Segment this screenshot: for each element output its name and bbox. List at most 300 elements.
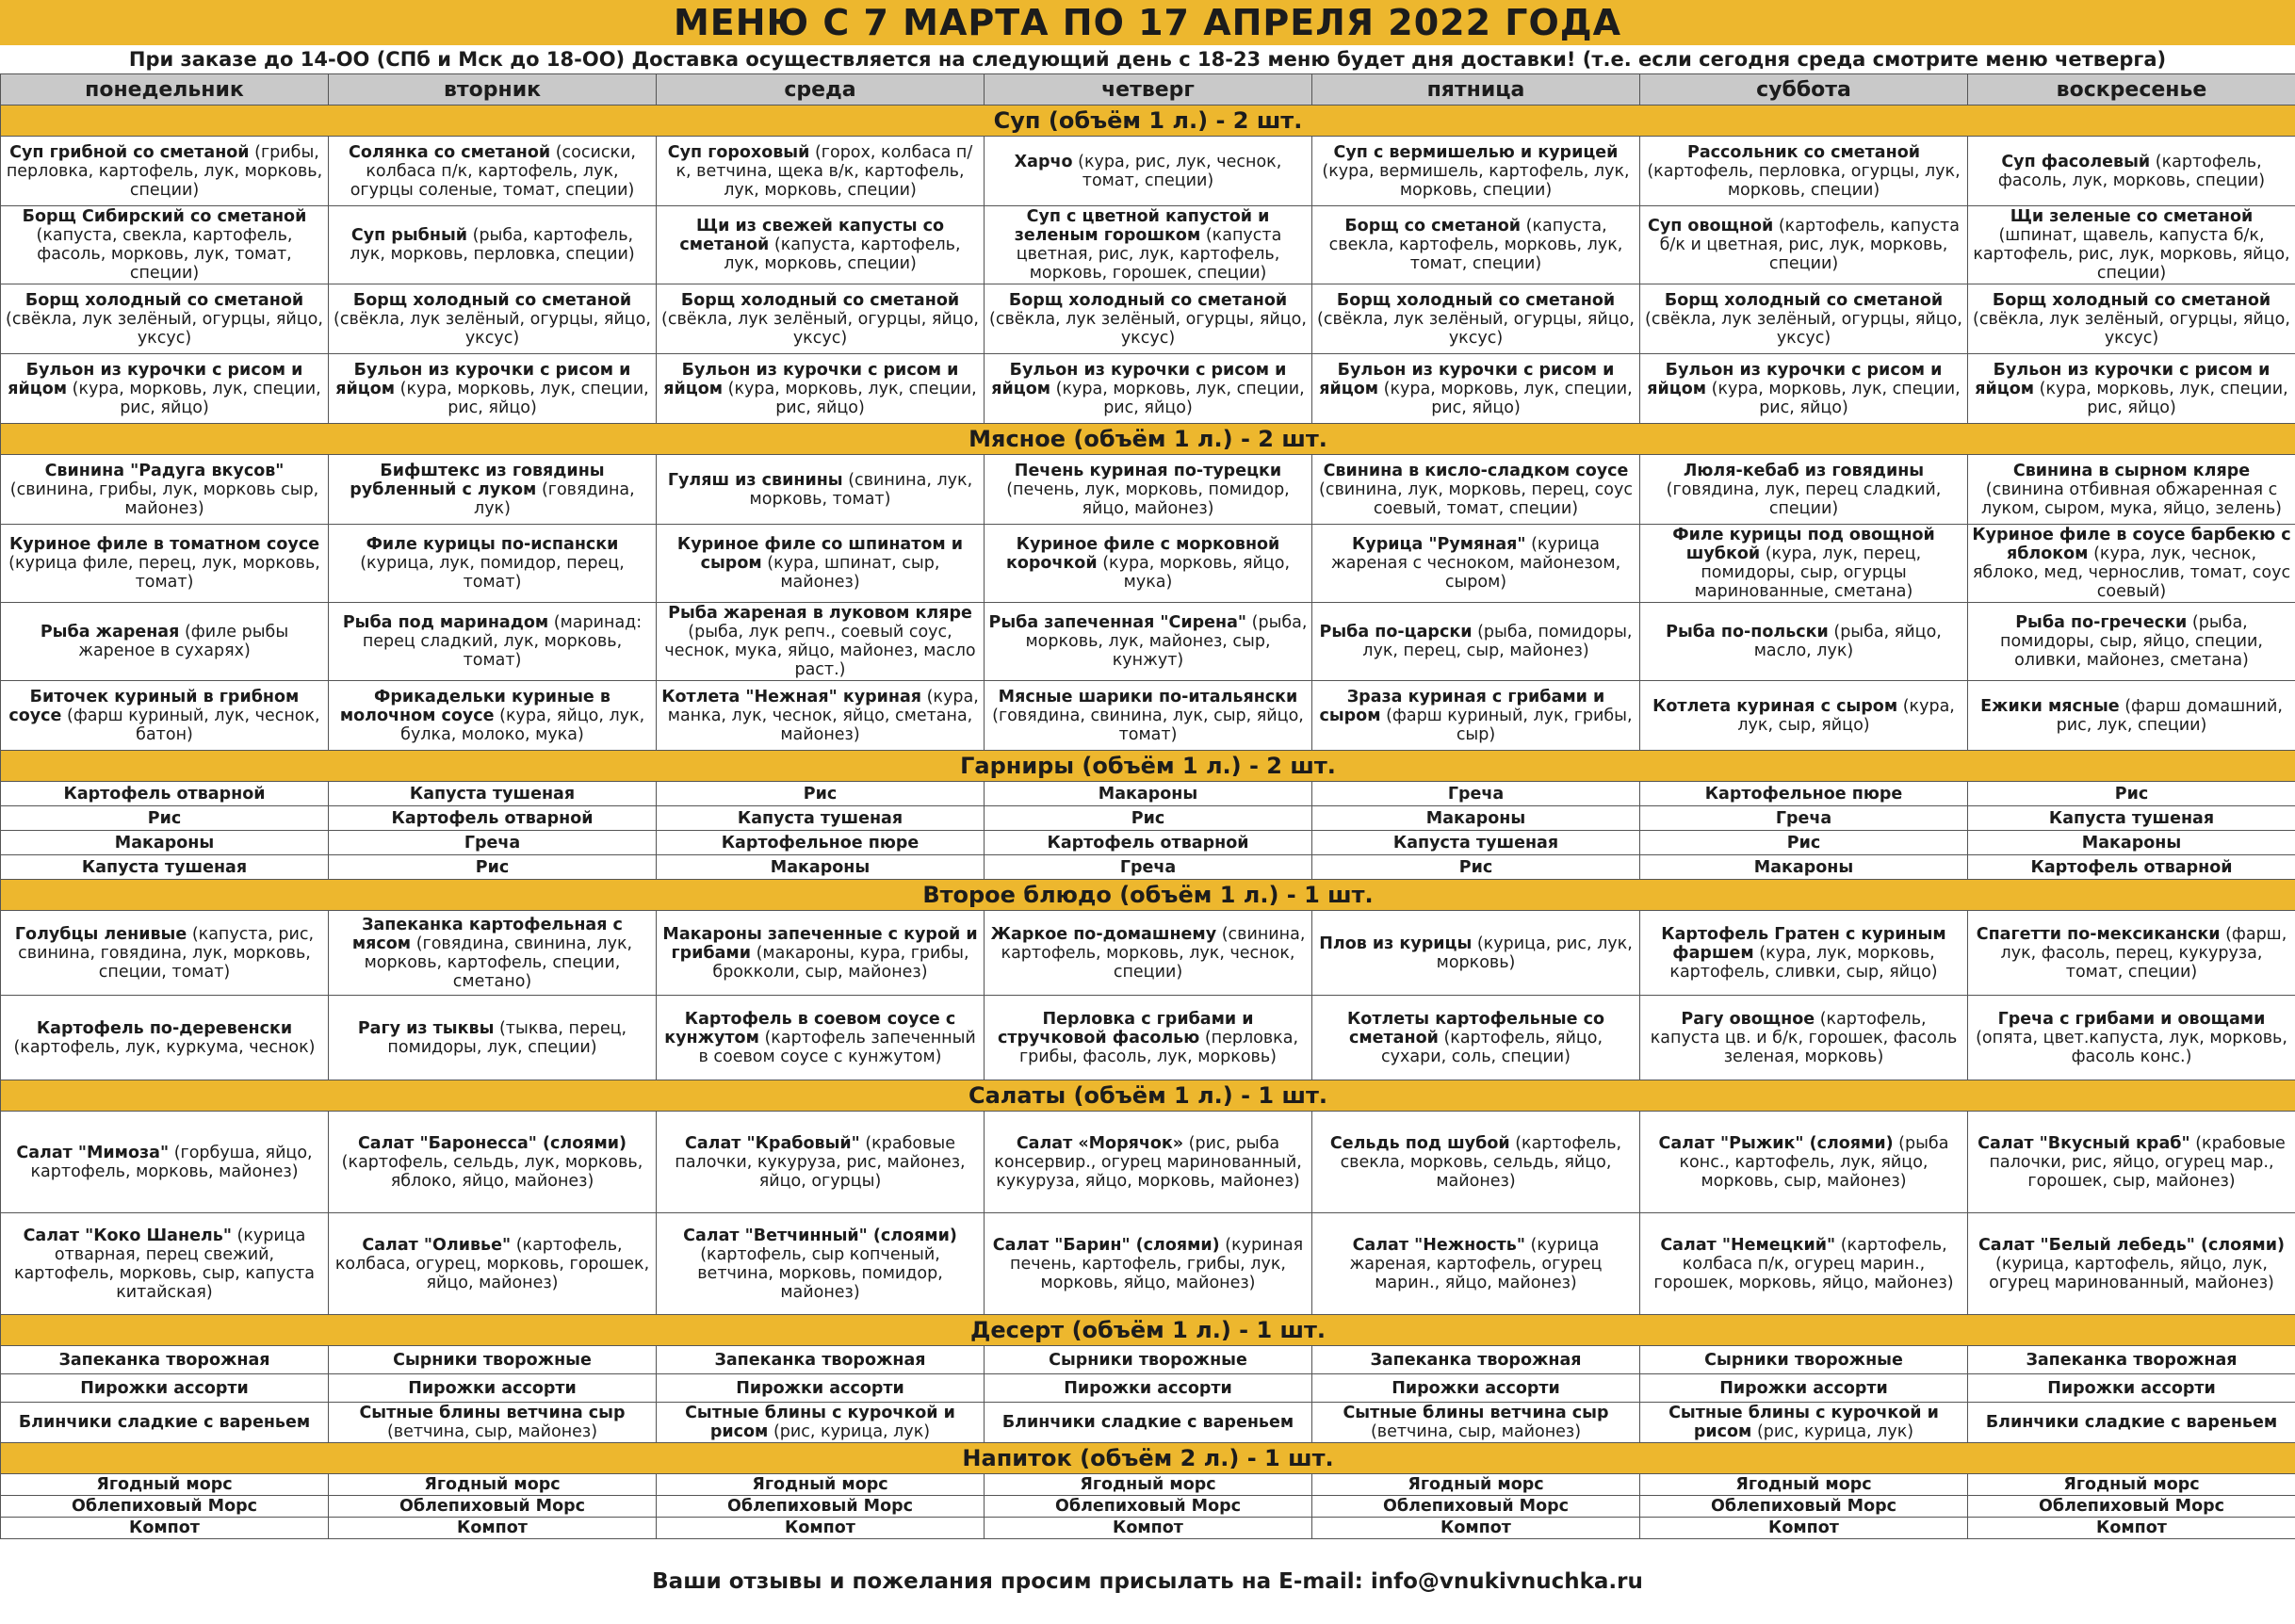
dish-ingredients: (рис, рыба консервир., огурец маринованный, кукуруза, яйцо, морковь, майонез) <box>994 1133 1302 1191</box>
dish-cell <box>1640 1112 1968 1213</box>
dish-ingredients: (капуста, свекла, картофель, морковь, лук, томат, специи) <box>1328 217 1623 273</box>
dish-cell <box>1968 782 2295 806</box>
dish-name: Облепиховый Морс <box>399 1497 586 1516</box>
dish-cell <box>329 911 657 996</box>
dish-cell <box>1312 137 1640 206</box>
dish-name: Пирожки ассорти <box>1064 1378 1232 1398</box>
dish-name: Суп гороховый <box>667 142 810 162</box>
dish-cell <box>1968 1474 2295 1496</box>
dish-name: Салат "Немецкий" <box>1660 1235 1836 1255</box>
dish-ingredients: (рыба конс., картофель, лук, яйцо, морковь, сыр, майонез) <box>1679 1133 1949 1191</box>
dish-cell <box>985 996 1312 1080</box>
dish-ingredients: (свинина, грибы, лук, морковь сыр, майонез) <box>9 479 319 518</box>
dish-row <box>1 1403 2295 1443</box>
dish-name: Облепиховый Морс <box>1054 1497 1242 1516</box>
dish-row <box>1 996 2295 1080</box>
dish-row <box>1 1496 2295 1518</box>
dish-ingredients: (картофель, сыр копченый, ветчина, морковь, помидор, майонез) <box>697 1244 943 1302</box>
dish-name: Ягодный морс <box>752 1475 888 1494</box>
dish-cell <box>1 1213 329 1315</box>
dish-name: Плов из курицы <box>1319 934 1473 953</box>
dish-ingredients: (свёкла, лук зелёный, огурцы, яйцо, уксус) <box>6 309 323 348</box>
dish-ingredients: (курица жареная с чесноком, майонезом, сыром) <box>1330 535 1621 592</box>
dish-ingredients: (картофель, яйцо, сухари, соль, специи) <box>1381 1028 1603 1066</box>
dish-ingredients: (кура, морковь, лук, специи, рис, яйцо) <box>1383 379 1633 417</box>
section-header-row <box>1 751 2295 782</box>
dish-ingredients: (кура, шпинат, сыр, майонез) <box>767 554 940 592</box>
dish-ingredients: (курица отварная, перец свежий, картофель, морковь, сыр, капуста китайская) <box>13 1226 315 1302</box>
dish-row <box>1 1346 2295 1374</box>
dish-ingredients: (картофель, капуста б/к и цветная, рис, лук, морковь, специи) <box>1659 217 1960 273</box>
dish-cell <box>1640 996 1968 1080</box>
dish-row <box>1 806 2295 831</box>
dish-cell <box>329 137 657 206</box>
dish-name: Котлета куриная с сыром <box>1652 696 1898 716</box>
dish-name: Бульон из курочки с рисом и яйцом <box>1647 360 1943 398</box>
dish-name: Салат «Морячок» <box>1016 1133 1184 1153</box>
dish-name: Борщ холодный со сметаной <box>1664 290 1944 310</box>
dish-ingredients: (рис, курица, лук) <box>773 1422 931 1441</box>
dish-cell <box>1968 806 2295 831</box>
section-title: Десерт (объём 1 л.) - 1 шт. <box>1 1315 2295 1346</box>
dish-name: Запеканка творожная <box>714 1350 926 1370</box>
dish-cell <box>1968 996 2295 1080</box>
dish-ingredients: (кура, морковь, лук, специи, рис, яйцо) <box>1055 379 1305 417</box>
dish-cell <box>985 455 1312 525</box>
dish-name: Щи зеленые со сметаной <box>2010 207 2254 226</box>
dish-cell <box>657 1518 985 1539</box>
dish-row <box>1 1213 2295 1315</box>
weekday-header: понедельник <box>1 74 329 106</box>
dish-cell <box>1968 1112 2295 1213</box>
dish-name: Запеканка творожная <box>2026 1350 2238 1370</box>
dish-cell <box>1312 681 1640 751</box>
dish-ingredients: (свёкла, лук зелёный, огурцы, яйцо, уксус) <box>1317 309 1635 348</box>
dish-cell <box>1640 911 1968 996</box>
dish-name: Рыба жареная в луковом кляре <box>668 604 972 623</box>
dish-cell <box>1640 806 1968 831</box>
dish-cell <box>1640 137 1968 206</box>
dish-cell <box>1968 137 2295 206</box>
dish-ingredients: (картофель, колбаса, огурец, морковь, горошек, яйцо, майонез) <box>334 1235 650 1292</box>
dish-cell <box>1968 455 2295 525</box>
dish-cell <box>985 603 1312 681</box>
dish-name: Рыба по-царски <box>1319 623 1473 641</box>
section-title: Мясное (объём 1 л.) - 2 шт. <box>1 424 2295 455</box>
dish-row <box>1 284 2295 354</box>
dish-name: Рыба по-гречески <box>2015 613 2188 632</box>
dish-cell <box>329 1403 657 1443</box>
dish-cell <box>1312 284 1640 354</box>
dish-name: Ежики мясные <box>1980 696 2120 716</box>
dish-name: Фрикадельки куриные в молочном соусе <box>339 687 610 725</box>
dish-cell <box>1 525 329 603</box>
dish-cell <box>1968 911 2295 996</box>
dish-cell <box>985 1474 1312 1496</box>
dish-name: Картофель отварной <box>391 808 594 828</box>
dish-name: Солянка со сметаной <box>348 142 551 162</box>
dish-name: Салат "Оливье" <box>362 1235 512 1255</box>
dish-ingredients: (курица филе, перец, лук, морковь, томат) <box>8 554 320 592</box>
dish-cell <box>329 855 657 880</box>
dish-cell <box>329 1374 657 1403</box>
dish-name: Жаркое по-домашнему <box>990 924 1217 944</box>
dish-name: Салат "Коко Шанель" <box>23 1226 232 1245</box>
dish-name: Макароны <box>2081 833 2182 853</box>
dish-row <box>1 782 2295 806</box>
dish-cell <box>1640 1403 1968 1443</box>
dish-cell <box>985 1213 1312 1315</box>
dish-cell <box>657 911 985 996</box>
dish-name: Борщ со сметаной <box>1344 217 1522 235</box>
dish-name: Борщ холодный со сметаной <box>24 290 304 310</box>
section-header-row <box>1 1315 2295 1346</box>
dish-name: Макароны <box>1425 808 1526 828</box>
dish-cell <box>657 681 985 751</box>
dish-name: Блинчики сладкие с вареньем <box>1001 1413 1294 1432</box>
dish-name: Куриное филе с морковной корочкой <box>1005 535 1280 573</box>
dish-name: Пирожки ассорти <box>1392 1378 1560 1398</box>
weekday-header: суббота <box>1640 74 1968 106</box>
dish-name: Рыба жареная <box>40 623 180 641</box>
dish-cell <box>329 831 657 855</box>
dish-name: Суп с цветной капустой и зеленым горошком <box>1014 207 1270 245</box>
dish-cell <box>657 1403 985 1443</box>
dish-name: Борщ холодный со сметаной <box>1992 290 2271 310</box>
dish-cell <box>329 1496 657 1518</box>
dish-cell <box>1968 1518 2295 1539</box>
dish-cell <box>1 782 329 806</box>
dish-ingredients: (кура, яйцо, лук, булка, молоко, мука) <box>400 706 645 744</box>
dish-row <box>1 1112 2295 1213</box>
dish-name: Салат "Белый лебедь" (слоями) <box>1978 1235 2286 1255</box>
dish-name: Суп овощной <box>1648 217 1774 235</box>
dish-cell <box>1640 1518 1968 1539</box>
menu-table <box>0 73 2295 1539</box>
dish-cell <box>985 911 1312 996</box>
dish-ingredients: (фарш домашний, рис, лук, специи) <box>2056 696 2283 735</box>
dish-name: Греча <box>1775 808 1832 828</box>
dish-name: Греча с грибами и овощами <box>1997 1009 2266 1029</box>
dish-name: Ягодный морс <box>1735 1475 1872 1494</box>
dish-name: Бульон из курочки с рисом и яйцом <box>663 360 959 398</box>
dish-name: Сырники творожные <box>393 1350 592 1370</box>
dish-ingredients: (свинина отбивная обжаренная с луком, сыром, мука, яйцо, зелень) <box>1981 479 2282 518</box>
delivery-note: При заказе до 14-ОО (СПб и Мск до 18-ОО) Доставка осуществляется на следующий день с 18-23 меню будет дня доставки! (т.е. если сегодня среда смотрите меню четверга) <box>128 48 2167 71</box>
dish-cell <box>657 455 985 525</box>
dish-ingredients: (кура, морковь, лук, специи, рис, яйцо) <box>1711 379 1961 417</box>
dish-name: Пирожки ассорти <box>1719 1378 1888 1398</box>
dish-name: Пирожки ассорти <box>408 1378 577 1398</box>
dish-name: Салат "Нежность" <box>1352 1235 1525 1255</box>
dish-cell <box>985 137 1312 206</box>
dish-name: Капуста тушеная <box>2048 808 2215 828</box>
dish-name: Капуста тушеная <box>1392 833 1559 853</box>
dish-cell <box>1 996 329 1080</box>
dish-name: Рыба запеченная "Сирена" <box>988 613 1247 632</box>
dish-cell <box>1 354 329 424</box>
dish-name: Суп рыбный <box>350 226 468 245</box>
dish-cell <box>657 1213 985 1315</box>
dish-name: Суп с вермишелью и курицей <box>1333 142 1619 162</box>
section-title: Гарниры (объём 1 л.) - 2 шт. <box>1 751 2295 782</box>
dish-ingredients: (рыба, помидоры, сыр, яйцо, специи, оливки, майонез, сметана) <box>2000 613 2263 670</box>
dish-cell <box>1640 831 1968 855</box>
section-title: Салаты (объём 1 л.) - 1 шт. <box>1 1080 2295 1112</box>
dish-ingredients: (рыба, картофель, лук, морковь, перловка, специи) <box>350 226 635 264</box>
dish-ingredients: (горбуша, яйцо, картофель, морковь, майонез) <box>30 1143 313 1181</box>
dish-cell <box>329 1346 657 1374</box>
dish-row <box>1 681 2295 751</box>
dish-cell <box>1 855 329 880</box>
dish-ingredients: (тыква, перец, помидоры, лук, специи) <box>387 1018 627 1057</box>
dish-cell <box>657 354 985 424</box>
dish-name: Сырники творожные <box>1704 1350 1903 1370</box>
dish-cell <box>1968 206 2295 284</box>
section-header-row <box>1 1080 2295 1112</box>
dish-ingredients: (кура, лук, перец, помидоры, сыр, огурцы маринованные, сметана) <box>1694 544 1922 601</box>
dish-row <box>1 455 2295 525</box>
dish-name: Рис <box>803 784 838 804</box>
dish-name: Картофель отварной <box>1047 833 1249 853</box>
dish-cell <box>1312 1518 1640 1539</box>
dish-ingredients: (горох, колбаса п/к, ветчина, щека в/к, картофель, лук, морковь, специи) <box>675 142 973 200</box>
dish-row <box>1 354 2295 424</box>
dish-ingredients: (курица жареная, картофель, огурец марин., яйцо, майонез) <box>1349 1235 1603 1292</box>
dish-name: Ягодный морс <box>424 1475 561 1494</box>
dish-ingredients: (картофель, перловка, огурцы, лук, морковь, специи) <box>1647 161 1961 200</box>
dish-ingredients: (курица, лук, помидор, перец, томат) <box>360 554 625 592</box>
dish-cell <box>985 806 1312 831</box>
dish-ingredients: (ветчина, сыр, майонез) <box>1370 1422 1582 1441</box>
dish-ingredients: (фарш куриный, лук, чеснок, батон) <box>67 706 320 744</box>
dish-cell <box>1 455 329 525</box>
dish-name: Перловка с грибами и стручковой фасолью <box>997 1009 1254 1047</box>
dish-ingredients: (крабовые палочки, рис, яйцо, огурец мар., горошек, сыр, майонез) <box>1989 1133 2286 1191</box>
dish-name: Запеканка картофельная с мясом <box>351 915 623 953</box>
dish-name: Рассольник со сметаной <box>1687 142 1920 162</box>
dish-ingredients: (кура, лук, чеснок, яблоко, мед, чернослив, томат, соус соевый) <box>1972 544 2291 601</box>
dish-cell <box>1640 1474 1968 1496</box>
dish-name: Макароны запеченные с курой и грибами <box>662 924 978 963</box>
dish-cell <box>329 1213 657 1315</box>
dish-cell <box>985 206 1312 284</box>
dish-ingredients: (картофель, свекла, морковь, сельдь, яйцо, майонез) <box>1340 1133 1622 1191</box>
dish-name: Борщ холодный со сметаной <box>680 290 960 310</box>
dish-cell <box>329 206 657 284</box>
section-header-row <box>1 1443 2295 1474</box>
dish-name: Сельдь под шубой <box>1329 1133 1510 1153</box>
dish-cell <box>657 603 985 681</box>
dish-name: Компот <box>1440 1518 1511 1537</box>
dish-cell <box>1640 1346 1968 1374</box>
dish-cell <box>329 603 657 681</box>
dish-cell <box>985 1403 1312 1443</box>
dish-name: Рис <box>1458 857 1493 877</box>
dish-name: Запеканка творожная <box>1370 1350 1582 1370</box>
dish-ingredients: (рыба, яйцо, масло, лук) <box>1753 623 1942 660</box>
dish-ingredients: (рыба, морковь, лук, майонез, сыр, кунжут) <box>1025 613 1308 670</box>
dish-name: Щи из свежей капусты со сметаной <box>679 217 945 254</box>
dish-ingredients: (куриная печень, картофель, грибы, лук, морковь, яйцо, майонез) <box>1010 1235 1304 1292</box>
dish-cell <box>1640 206 1968 284</box>
dish-cell <box>985 782 1312 806</box>
dish-name: Борщ холодный со сметаной <box>1008 290 1288 310</box>
dish-ingredients: (кура, лук, морковь, картофель, сливки, сыр, яйцо) <box>1669 943 1938 982</box>
dish-cell <box>1 1474 329 1496</box>
dish-cell <box>1640 1374 1968 1403</box>
dish-cell <box>329 782 657 806</box>
dish-name: Ягодный морс <box>1408 1475 1544 1494</box>
dish-cell <box>1312 1474 1640 1496</box>
dish-name: Рис <box>2114 784 2149 804</box>
dish-name: Люля-кебаб из говядины <box>1683 461 1925 480</box>
dish-name: Картофель отварной <box>63 784 266 804</box>
dish-ingredients: (кура, рис, лук, чеснок, томат, специи) <box>1078 152 1282 190</box>
dish-name: Харчо <box>1014 152 1073 171</box>
dish-name: Куриное филе со шпинатом и сыром <box>676 535 964 573</box>
dish-ingredients: (кура, морковь, яйцо, мука) <box>1102 554 1291 592</box>
dish-cell <box>657 855 985 880</box>
dish-cell <box>1968 681 2295 751</box>
dish-name: Компот <box>785 1518 855 1537</box>
dish-name: Курица "Румяная" <box>1352 535 1526 554</box>
dish-cell <box>1312 806 1640 831</box>
dish-cell <box>1968 1346 2295 1374</box>
dish-name: Облепиховый Морс <box>71 1497 258 1516</box>
dish-name: Ягодный морс <box>2063 1475 2200 1494</box>
dish-cell <box>1968 1496 2295 1518</box>
dish-cell <box>329 806 657 831</box>
dish-cell <box>1640 782 1968 806</box>
dish-name: Свинина "Радуга вкусов" <box>44 461 285 480</box>
dish-name: Борщ холодный со сметаной <box>1336 290 1616 310</box>
dish-name: Облепиховый Морс <box>2038 1497 2225 1516</box>
dish-cell <box>1968 831 2295 855</box>
dish-name: Салат "Ветчинный" (слоями) <box>683 1226 957 1245</box>
dish-cell <box>1312 911 1640 996</box>
dish-cell <box>657 284 985 354</box>
dish-ingredients: (курица, картофель, яйцо, лук, огурец маринованный, майонез) <box>1989 1254 2274 1292</box>
dish-cell <box>1 1346 329 1374</box>
dish-ingredients: (ветчина, сыр, майонез) <box>386 1422 598 1441</box>
dish-row <box>1 525 2295 603</box>
dish-name: Ягодный морс <box>96 1475 233 1494</box>
dish-name: Капуста тушеная <box>737 808 903 828</box>
dish-name: Бульон из курочки с рисом и яйцом <box>335 360 631 398</box>
weekday-header: воскресенье <box>1968 74 2295 106</box>
dish-name: Греча <box>1447 784 1505 804</box>
weekday-header: вторник <box>329 74 657 106</box>
dish-cell <box>657 1346 985 1374</box>
dish-cell <box>329 525 657 603</box>
dish-name: Рагу из тыквы <box>357 1018 495 1038</box>
dish-name: Мясные шарики по-итальянски <box>998 687 1298 706</box>
dish-name: Борщ холодный со сметаной <box>352 290 632 310</box>
dish-cell <box>1968 284 2295 354</box>
dish-name: Макароны <box>114 833 215 853</box>
dish-cell <box>1640 284 1968 354</box>
dish-ingredients: (свинина, лук, морковь, томат) <box>749 470 973 509</box>
dish-cell <box>1312 996 1640 1080</box>
dish-name: Бифштекс из говядины рубленный с луком <box>350 461 605 499</box>
dish-cell <box>1968 855 2295 880</box>
dish-name: Картофельное пюре <box>721 833 920 853</box>
dish-ingredients: (перловка, грибы, фасоль, лук, морковь) <box>1018 1028 1299 1066</box>
section-title: Суп (объём 1 л.) - 2 шт. <box>1 106 2295 137</box>
dish-cell <box>657 525 985 603</box>
dish-cell <box>1 1496 329 1518</box>
dish-name: Облепиховый Морс <box>726 1497 914 1516</box>
dish-name: Котлета "Нежная" куриная <box>661 687 922 706</box>
dish-name: Пирожки ассорти <box>736 1378 904 1398</box>
dish-name: Бульон из курочки с рисом и яйцом <box>1319 360 1615 398</box>
dish-name: Картофельное пюре <box>1704 784 1903 804</box>
dish-name: Голубцы ленивые <box>14 924 187 944</box>
dish-ingredients: (картофель, колбаса п/к, огурец марин., горошек, морковь, яйцо, майонез) <box>1653 1235 1954 1292</box>
dish-cell <box>657 782 985 806</box>
dish-cell <box>1640 525 1968 603</box>
dish-ingredients: (говядина, свинина, лук, сыр, яйцо, томат) <box>992 706 1304 744</box>
dish-ingredients: (филе рыбы жареное в сухарях) <box>78 623 289 660</box>
dish-ingredients: (капуста, рис, свинина, говядина, лук, морковь, специи, томат) <box>18 924 315 982</box>
dish-cell <box>1 911 329 996</box>
dish-cell <box>1312 782 1640 806</box>
dish-cell <box>1 831 329 855</box>
dish-ingredients: (картофель, лук, куркума, чеснок) <box>13 1037 316 1057</box>
dish-cell <box>985 1374 1312 1403</box>
dish-ingredients: (кура, морковь, лук, специи, рис, яйцо) <box>2039 379 2288 417</box>
dish-ingredients: (опята, цвет.капуста, лук, морковь, фасоль конс.) <box>1976 1028 2287 1066</box>
dish-ingredients: (кура, манка, лук, чеснок, яйцо, сметана, майонез) <box>667 687 979 744</box>
dish-name: Блинчики сладкие с вареньем <box>1985 1413 2278 1432</box>
dish-ingredients: (свинина, лук, морковь, перец, соус соевый, томат, специи) <box>1319 479 1633 518</box>
dish-cell <box>985 1496 1312 1518</box>
dish-name: Пирожки ассорти <box>2047 1378 2216 1398</box>
dish-cell <box>329 996 657 1080</box>
dish-ingredients: (грибы, перловка, картофель, лук, морковь, специи) <box>6 142 323 200</box>
menu-title: МЕНЮ С 7 МАРТА ПО 17 АПРЕЛЯ 2022 ГОДА <box>0 0 2295 45</box>
dish-name: Филе курицы по-испански <box>366 535 619 554</box>
dish-name: Суп фасолевый <box>2001 152 2151 171</box>
dish-name: Бульон из курочки с рисом и яйцом <box>991 360 1287 398</box>
dish-name: Картофель Гратен с куриным фаршем <box>1661 924 1946 963</box>
dish-ingredients: (кура, лук, сыр, яйцо) <box>1737 696 1955 735</box>
dish-ingredients: (шпинат, щавель, капуста б/к, картофель, рис, лук, морковь, яйцо, специи) <box>1973 226 2290 283</box>
dish-ingredients: (говядина, свинина, лук, морковь, картофель, специи, сметано) <box>364 934 633 991</box>
dish-row <box>1 1374 2295 1403</box>
dish-name: Компот <box>129 1518 200 1537</box>
dish-cell <box>1312 1403 1640 1443</box>
dish-cell <box>657 1374 985 1403</box>
dish-row <box>1 911 2295 996</box>
dish-ingredients: (свёкла, лук зелёный, огурцы, яйцо, уксус) <box>989 309 1307 348</box>
dish-name: Рис <box>1131 808 1165 828</box>
dish-cell <box>329 284 657 354</box>
dish-cell <box>985 681 1312 751</box>
dish-cell <box>1 1403 329 1443</box>
dish-name: Салат "Баронесса" (слоями) <box>357 1133 627 1153</box>
dish-name: Рыба по-польски <box>1666 623 1829 641</box>
dish-name: Спагетти по-мексикански <box>1976 924 2221 944</box>
dish-cell <box>1312 1112 1640 1213</box>
dish-cell <box>1640 1213 1968 1315</box>
dish-cell <box>1312 1213 1640 1315</box>
dish-cell <box>1640 681 1968 751</box>
dish-cell <box>1968 1403 2295 1443</box>
dish-name: Компот <box>1113 1518 1183 1537</box>
dish-cell <box>1 1374 329 1403</box>
